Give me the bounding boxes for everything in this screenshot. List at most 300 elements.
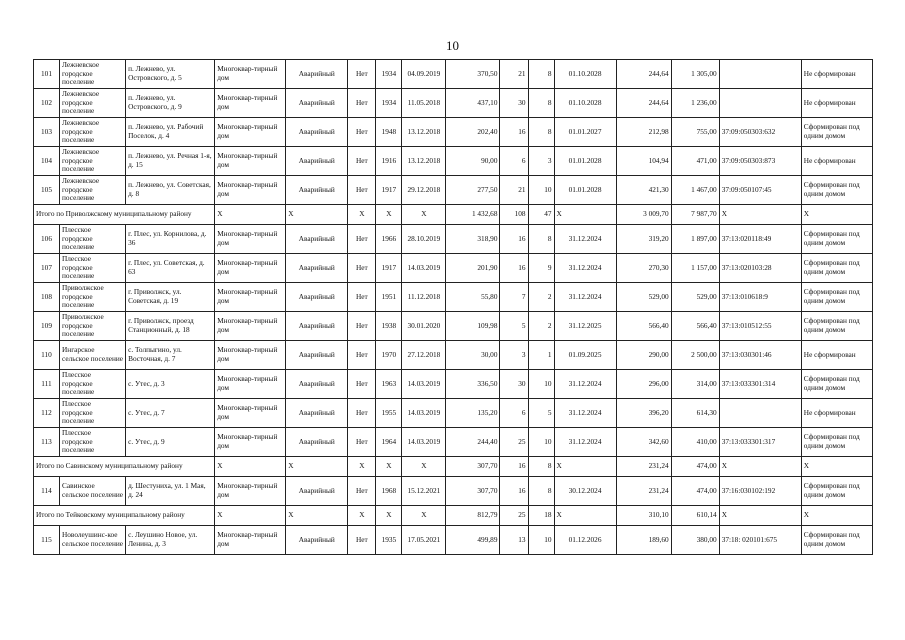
- table-cell: 108: [500, 205, 528, 225]
- table-cell: 106: [34, 225, 60, 254]
- table-cell: с. Утес, д. 7: [126, 399, 215, 428]
- table-cell: 1917: [376, 254, 402, 283]
- total-label: Итого по Савинскому муниципальному району: [34, 457, 215, 477]
- table-cell: п. Лежнево, ул. Островского, д. 5: [126, 60, 215, 89]
- table-cell: X: [348, 506, 376, 526]
- table-cell: Новолеушинс-кое сельское поселение: [60, 526, 126, 555]
- table-cell: 8: [528, 225, 554, 254]
- table-cell: 244,64: [616, 60, 671, 89]
- table-cell: X: [402, 506, 446, 526]
- table-cell: 8: [528, 477, 554, 506]
- table-cell: г. Плес, ул. Советская, д. 63: [126, 254, 215, 283]
- table-cell: 474,00: [671, 477, 719, 506]
- table-cell: Лежневское городское поселение: [60, 118, 126, 147]
- total-row: [34, 506, 873, 526]
- table-cell: Сформирован под одним домом: [801, 225, 872, 254]
- table-cell: Многоквар-тирный дом: [215, 428, 286, 457]
- table-cell: 01.10.2028: [554, 60, 616, 89]
- table-cell: Сформирован под одним домом: [801, 283, 872, 312]
- table-cell: Нет: [348, 254, 376, 283]
- table-cell: с. Леушино Новое, ул. Ленина, д. 3: [126, 526, 215, 555]
- table-cell: г. Плес, ул. Корнилова, д. 36: [126, 225, 215, 254]
- table-cell: X: [801, 457, 872, 477]
- table-cell: 307,70: [446, 477, 500, 506]
- table-cell: 1934: [376, 60, 402, 89]
- table-cell: 2: [528, 312, 554, 341]
- table-cell: 30.01.2020: [402, 312, 446, 341]
- table-cell: X: [402, 457, 446, 477]
- table-cell: 37:13:033301:317: [719, 428, 801, 457]
- table-cell: Нет: [348, 312, 376, 341]
- table-cell: 318,90: [446, 225, 500, 254]
- table-cell: 336,50: [446, 370, 500, 399]
- table-cell: Нет: [348, 526, 376, 555]
- table-cell: Сформирован под одним домом: [801, 254, 872, 283]
- table-cell: X: [719, 506, 801, 526]
- table-cell: Аварийный: [286, 89, 348, 118]
- table-cell: 16: [500, 477, 528, 506]
- table-cell: 471,00: [671, 147, 719, 176]
- table-cell: 30: [500, 89, 528, 118]
- table-cell: 31.12.2024: [554, 370, 616, 399]
- table-cell: X: [348, 457, 376, 477]
- table-cell: 16: [500, 457, 528, 477]
- table-cell: 105: [34, 176, 60, 205]
- table-cell: 30,00: [446, 341, 500, 370]
- table-cell: 1935: [376, 526, 402, 555]
- table-cell: X: [554, 205, 616, 225]
- table-cell: Аварийный: [286, 477, 348, 506]
- table-cell: Лежневское городское поселение: [60, 60, 126, 89]
- table-cell: 410,00: [671, 428, 719, 457]
- table-cell: п. Лежнево, ул. Островского, д. 9: [126, 89, 215, 118]
- table-cell: Приволжское городское поселение: [60, 312, 126, 341]
- table-cell: 103: [34, 118, 60, 147]
- table-cell: 755,00: [671, 118, 719, 147]
- table-cell: 21: [500, 176, 528, 205]
- table-cell: Аварийный: [286, 399, 348, 428]
- table-cell: Нет: [348, 89, 376, 118]
- table-cell: 310,10: [616, 506, 671, 526]
- table-cell: 8: [528, 118, 554, 147]
- table-cell: Аварийный: [286, 526, 348, 555]
- table-cell: 31.12.2024: [554, 399, 616, 428]
- table-cell: 25: [500, 428, 528, 457]
- table-cell: 1951: [376, 283, 402, 312]
- table-cell: 566,40: [671, 312, 719, 341]
- table-cell: Сформирован под одним домом: [801, 370, 872, 399]
- table-cell: г. Приволжск, ул. Советская, д. 19: [126, 283, 215, 312]
- table-cell: Плесское городское поселение: [60, 370, 126, 399]
- table-cell: X: [554, 506, 616, 526]
- table-row: [34, 477, 873, 506]
- table-cell: 31.12.2024: [554, 225, 616, 254]
- table-cell: Нет: [348, 225, 376, 254]
- table-cell: 529,00: [616, 283, 671, 312]
- table-cell: Аварийный: [286, 428, 348, 457]
- table-cell: п. Лежнево, ул. Речная 1-я, д. 15: [126, 147, 215, 176]
- table-cell: Нет: [348, 477, 376, 506]
- table-cell: 421,30: [616, 176, 671, 205]
- table-cell: Нет: [348, 370, 376, 399]
- table-cell: 6: [500, 147, 528, 176]
- table-cell: Приволжское городское поселение: [60, 283, 126, 312]
- table-cell: 1934: [376, 89, 402, 118]
- table-row: [34, 341, 873, 370]
- table-cell: 01.09.2025: [554, 341, 616, 370]
- table-cell: 1955: [376, 399, 402, 428]
- table-cell: 29.12.2018: [402, 176, 446, 205]
- table-cell: 01.01.2028: [554, 147, 616, 176]
- table-cell: Аварийный: [286, 312, 348, 341]
- table-cell: X: [719, 457, 801, 477]
- table-cell: 212,98: [616, 118, 671, 147]
- table-cell: 10: [528, 428, 554, 457]
- table-cell: 101: [34, 60, 60, 89]
- table-cell: с. Толпыгино, ул. Восточная, д. 7: [126, 341, 215, 370]
- table-cell: Лежневское городское поселение: [60, 89, 126, 118]
- table-cell: 31.12.2025: [554, 312, 616, 341]
- page-number: 10: [446, 38, 459, 53]
- table-cell: 189,60: [616, 526, 671, 555]
- table-cell: 31.12.2024: [554, 254, 616, 283]
- table-cell: Нет: [348, 283, 376, 312]
- table-cell: 566,40: [616, 312, 671, 341]
- table-cell: 3 009,70: [616, 205, 671, 225]
- table-cell: 31.12.2024: [554, 283, 616, 312]
- table-cell: 16: [500, 225, 528, 254]
- table-cell: Сформирован под одним домом: [801, 118, 872, 147]
- table-cell: 9: [528, 254, 554, 283]
- table-cell: 01.12.2026: [554, 526, 616, 555]
- table-row: [34, 428, 873, 457]
- table-cell: 04.09.2019: [402, 60, 446, 89]
- table-cell: 135,20: [446, 399, 500, 428]
- table-cell: Нет: [348, 60, 376, 89]
- table-cell: X: [286, 506, 348, 526]
- table-cell: 21: [500, 60, 528, 89]
- table-cell: 112: [34, 399, 60, 428]
- table-cell: X: [801, 205, 872, 225]
- table-cell: 529,00: [671, 283, 719, 312]
- table-cell: 11.05.2018: [402, 89, 446, 118]
- table-cell: 202,40: [446, 118, 500, 147]
- table-cell: 13: [500, 526, 528, 555]
- table-cell: 3: [528, 147, 554, 176]
- table-cell: 90,00: [446, 147, 500, 176]
- table-cell: 244,64: [616, 89, 671, 118]
- table-cell: 1948: [376, 118, 402, 147]
- table-cell: 370,50: [446, 60, 500, 89]
- table-cell: 231,24: [616, 477, 671, 506]
- table-cell: 1 432,68: [446, 205, 500, 225]
- table-row: [34, 118, 873, 147]
- table-cell: 10: [528, 526, 554, 555]
- table-cell: 396,20: [616, 399, 671, 428]
- table-cell: 1 236,00: [671, 89, 719, 118]
- table-row: [34, 147, 873, 176]
- table-cell: 1938: [376, 312, 402, 341]
- table-cell: Не сформирован: [801, 399, 872, 428]
- table-cell: 314,00: [671, 370, 719, 399]
- table-cell: Сформирован под одним домом: [801, 526, 872, 555]
- table-cell: Не сформирован: [801, 60, 872, 89]
- table-cell: 499,89: [446, 526, 500, 555]
- table-row: [34, 89, 873, 118]
- table-cell: 1916: [376, 147, 402, 176]
- table-cell: 108: [34, 283, 60, 312]
- table-cell: Аварийный: [286, 176, 348, 205]
- table-row: [34, 254, 873, 283]
- table-cell: Сформирован под одним домом: [801, 176, 872, 205]
- table-cell: Многоквар-тирный дом: [215, 341, 286, 370]
- table-cell: 307,70: [446, 457, 500, 477]
- table-cell: 37:16:030102:192: [719, 477, 801, 506]
- table-cell: 114: [34, 477, 60, 506]
- table-cell: д. Шестунихa, ул. 1 Мая, д. 24: [126, 477, 215, 506]
- table-cell: Многоквар-тирный дом: [215, 370, 286, 399]
- table-cell: 37:09:050303:873: [719, 147, 801, 176]
- table-cell: Многоквар-тирный дом: [215, 118, 286, 147]
- table-cell: 37:13:020118:49: [719, 225, 801, 254]
- table-cell: 37:13:030301:46: [719, 341, 801, 370]
- total-label: Итого по Приволжскому муниципальному району: [34, 205, 215, 225]
- table-cell: X: [215, 506, 286, 526]
- table-cell: 37:09:050107:45: [719, 176, 801, 205]
- table-cell: 55,80: [446, 283, 500, 312]
- total-label: Итого по Тейковскому муниципальному району: [34, 506, 215, 526]
- table-cell: 37:13:033301:314: [719, 370, 801, 399]
- table-cell: 6: [500, 399, 528, 428]
- table-cell: 14.03.2019: [402, 370, 446, 399]
- table-cell: 244,40: [446, 428, 500, 457]
- table-cell: X: [215, 457, 286, 477]
- table-cell: 115: [34, 526, 60, 555]
- table-cell: Не сформирован: [801, 341, 872, 370]
- total-row: [34, 205, 873, 225]
- table-cell: 5: [528, 399, 554, 428]
- table-cell: п. Лежнево, ул. Рабочий Поселок, д. 4: [126, 118, 215, 147]
- table-cell: X: [554, 457, 616, 477]
- table-cell: 8: [528, 457, 554, 477]
- table-cell: X: [215, 205, 286, 225]
- table-cell: 1 467,00: [671, 176, 719, 205]
- table-cell: Аварийный: [286, 254, 348, 283]
- table-cell: 380,00: [671, 526, 719, 555]
- table-cell: 13.12.2018: [402, 147, 446, 176]
- table-cell: Сформирован под одним домом: [801, 428, 872, 457]
- table-cell: 102: [34, 89, 60, 118]
- table-cell: Многоквар-тирный дом: [215, 225, 286, 254]
- table-cell: Многоквар-тирный дом: [215, 254, 286, 283]
- table-cell: Плесское городское поселение: [60, 428, 126, 457]
- table-cell: 37:13:010512:55: [719, 312, 801, 341]
- table-cell: Нет: [348, 341, 376, 370]
- table-cell: Сформирован под одним домом: [801, 477, 872, 506]
- table-cell: с. Утес, д. 9: [126, 428, 215, 457]
- table-cell: 01.01.2028: [554, 176, 616, 205]
- table-cell: Многоквар-тирный дом: [215, 477, 286, 506]
- table-cell: 1968: [376, 477, 402, 506]
- table-cell: Аварийный: [286, 118, 348, 147]
- table-cell: г. Приволжск, проезд Станционный, д. 18: [126, 312, 215, 341]
- table-cell: 28.10.2019: [402, 225, 446, 254]
- table-row: [34, 225, 873, 254]
- table-cell: п. Лежнево, ул. Советская, д. 8: [126, 176, 215, 205]
- table-cell: Нет: [348, 428, 376, 457]
- table-cell: 14.03.2019: [402, 428, 446, 457]
- table-cell: X: [286, 205, 348, 225]
- table-cell: Сформирован под одним домом: [801, 312, 872, 341]
- table-cell: [719, 399, 801, 428]
- table-cell: Аварийный: [286, 225, 348, 254]
- table-cell: с. Утес, д. 3: [126, 370, 215, 399]
- table-cell: 277,50: [446, 176, 500, 205]
- table-cell: 30: [500, 370, 528, 399]
- table-cell: Многоквар-тирный дом: [215, 526, 286, 555]
- table-cell: 201,90: [446, 254, 500, 283]
- table-row: [34, 60, 873, 89]
- table-cell: 104,94: [616, 147, 671, 176]
- table-cell: X: [376, 457, 402, 477]
- table-cell: 610,14: [671, 506, 719, 526]
- table-cell: 01.01.2027: [554, 118, 616, 147]
- table-cell: 1 897,00: [671, 225, 719, 254]
- table-cell: 31.12.2024: [554, 428, 616, 457]
- table-cell: 7: [500, 283, 528, 312]
- table-cell: 1 157,00: [671, 254, 719, 283]
- table-cell: 231,24: [616, 457, 671, 477]
- table-cell: 16: [500, 254, 528, 283]
- table-cell: X: [286, 457, 348, 477]
- table-cell: 109,98: [446, 312, 500, 341]
- table-cell: Ингарское сельское поселение: [60, 341, 126, 370]
- table-cell: Нет: [348, 147, 376, 176]
- table-cell: Лежневское городское поселение: [60, 176, 126, 205]
- table-cell: X: [402, 205, 446, 225]
- table-row: [34, 370, 873, 399]
- table-cell: 2 500,00: [671, 341, 719, 370]
- table-cell: 342,60: [616, 428, 671, 457]
- table-cell: 17.05.2021: [402, 526, 446, 555]
- table-cell: 10: [528, 370, 554, 399]
- table-cell: 110: [34, 341, 60, 370]
- table-cell: 270,30: [616, 254, 671, 283]
- table-cell: 15.12.2021: [402, 477, 446, 506]
- table-cell: [719, 60, 801, 89]
- table-cell: Нет: [348, 399, 376, 428]
- table-cell: 1966: [376, 225, 402, 254]
- table-cell: Аварийный: [286, 341, 348, 370]
- table-cell: Аварийный: [286, 370, 348, 399]
- table-cell: Лежневское городское поселение: [60, 147, 126, 176]
- table-cell: Не сформирован: [801, 147, 872, 176]
- table-cell: Многоквар-тирный дом: [215, 312, 286, 341]
- table-cell: Многоквар-тирный дом: [215, 147, 286, 176]
- table-cell: 290,00: [616, 341, 671, 370]
- table-cell: Аварийный: [286, 283, 348, 312]
- table-cell: 2: [528, 283, 554, 312]
- table-cell: 01.10.2028: [554, 89, 616, 118]
- table-cell: Многоквар-тирный дом: [215, 399, 286, 428]
- table-row: [34, 312, 873, 341]
- table-cell: Многоквар-тирный дом: [215, 60, 286, 89]
- table-cell: 7 987,70: [671, 205, 719, 225]
- table-cell: X: [376, 205, 402, 225]
- table-cell: Многоквар-тирный дом: [215, 283, 286, 312]
- table-row: [34, 176, 873, 205]
- table-cell: X: [801, 506, 872, 526]
- table-cell: 18: [528, 506, 554, 526]
- table-cell: 474,00: [671, 457, 719, 477]
- table-row: [34, 283, 873, 312]
- table-cell: X: [376, 506, 402, 526]
- table-cell: Нет: [348, 118, 376, 147]
- table-cell: 1 305,00: [671, 60, 719, 89]
- table-cell: 13.12.2018: [402, 118, 446, 147]
- table-cell: 37:18: 020101:675: [719, 526, 801, 555]
- table-cell: 10: [528, 176, 554, 205]
- table-cell: 1970: [376, 341, 402, 370]
- table-cell: 14.03.2019: [402, 254, 446, 283]
- table-cell: 111: [34, 370, 60, 399]
- table-cell: 1: [528, 341, 554, 370]
- table-cell: Аварийный: [286, 147, 348, 176]
- table-cell: 104: [34, 147, 60, 176]
- table-cell: Аварийный: [286, 60, 348, 89]
- table-cell: Плесское городское поселение: [60, 225, 126, 254]
- table-cell: 37:13:020103:28: [719, 254, 801, 283]
- table-cell: Нет: [348, 176, 376, 205]
- table-cell: 1963: [376, 370, 402, 399]
- table-cell: 16: [500, 118, 528, 147]
- table-cell: Многоквар-тирный дом: [215, 176, 286, 205]
- table-cell: Савинское сельское поселение: [60, 477, 126, 506]
- table-cell: 25: [500, 506, 528, 526]
- table-cell: 437,10: [446, 89, 500, 118]
- table-cell: Многоквар-тирный дом: [215, 89, 286, 118]
- table-cell: 1964: [376, 428, 402, 457]
- table-cell: 8: [528, 89, 554, 118]
- table-cell: 107: [34, 254, 60, 283]
- table-cell: 319,20: [616, 225, 671, 254]
- table-cell: Плесское городское поселение: [60, 254, 126, 283]
- table-row: [34, 526, 873, 555]
- table-cell: [719, 89, 801, 118]
- table-cell: 27.12.2018: [402, 341, 446, 370]
- table-cell: 30.12.2024: [554, 477, 616, 506]
- table-cell: 5: [500, 312, 528, 341]
- table-cell: 1917: [376, 176, 402, 205]
- table-cell: X: [348, 205, 376, 225]
- table-cell: X: [719, 205, 801, 225]
- table-cell: Не сформирован: [801, 89, 872, 118]
- table-cell: 37:13:010618:9: [719, 283, 801, 312]
- table-cell: 14.03.2019: [402, 399, 446, 428]
- table-cell: 8: [528, 60, 554, 89]
- total-row: [34, 457, 873, 477]
- table-cell: 812,79: [446, 506, 500, 526]
- table-cell: 614,30: [671, 399, 719, 428]
- table-cell: 11.12.2018: [402, 283, 446, 312]
- table-row: [34, 399, 873, 428]
- table-cell: 296,00: [616, 370, 671, 399]
- table-cell: 113: [34, 428, 60, 457]
- table-cell: Плесское городское поселение: [60, 399, 126, 428]
- table-cell: 109: [34, 312, 60, 341]
- housing-table: [33, 59, 873, 555]
- table-cell: 47: [528, 205, 554, 225]
